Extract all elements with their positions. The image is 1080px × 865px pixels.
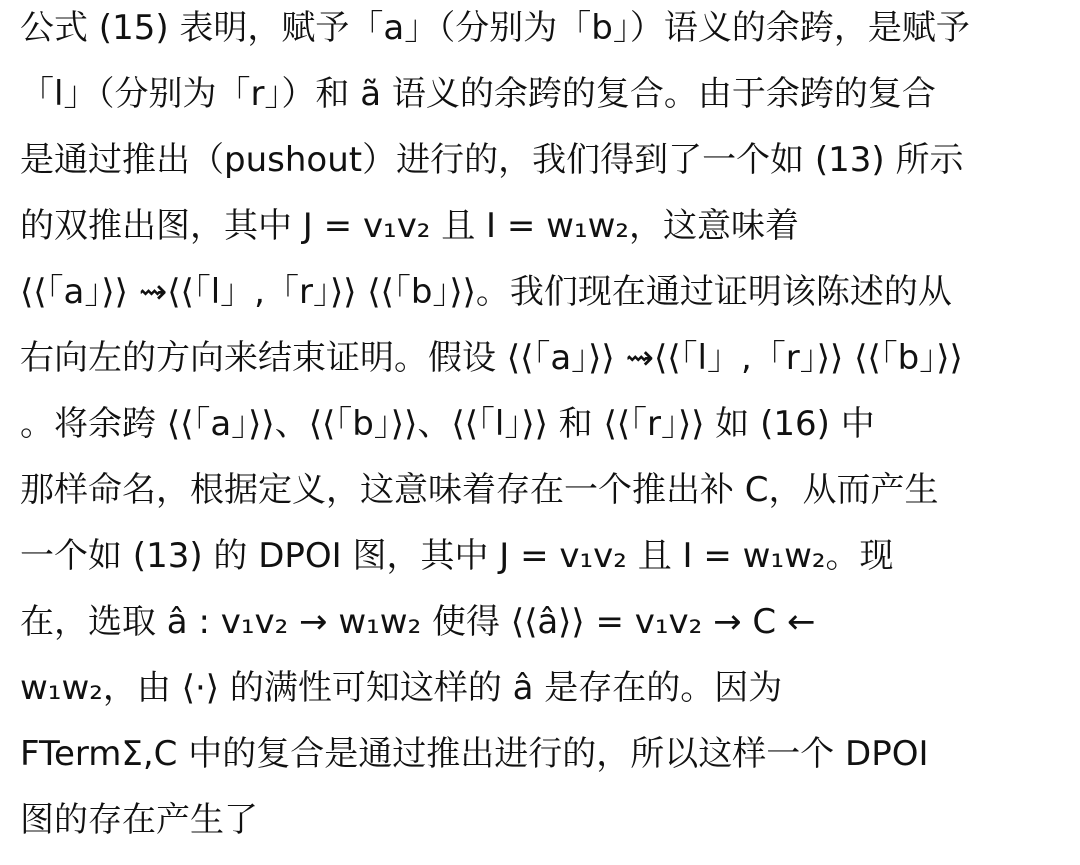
text-line-4: 的双推出图，其中 J = v₁v₂ 且 I = w₁w₂，这意味着: [20, 206, 800, 246]
text-line-10: 在，选取 â : v₁v₂ → w₁w₂ 使得 ⟨⟨â⟩⟩ = v₁v₂ → C ←: [20, 602, 816, 642]
text-line-5: ⟨⟨「a」⟩⟩ ⇝⟨⟨「l」,「r」⟩⟩ ⟨⟨「b」⟩⟩。我们现在通过证明该陈述的从: [20, 272, 952, 312]
text-line-11: w₁w₂，由 ⟨·⟩ 的满性可知这样的 â 是存在的。因为: [20, 668, 783, 708]
text-line-2: 「l」（分别为「r」）和 ã 语义的余跨的复合。由于余跨的复合: [20, 74, 936, 114]
text-line-7: 。将余跨 ⟨⟨「a」⟩⟩、⟨⟨「b」⟩⟩、⟨⟨「l」⟩⟩ 和 ⟨⟨「r」⟩⟩ 如 (16) 中: [20, 404, 875, 444]
text-line-1: 公式 (15) 表明，赋予「a」（分别为「b」）语义的余跨，是赋予: [20, 8, 970, 48]
text-line-13: 图的存在产生了: [20, 800, 258, 840]
text-line-8: 那样命名，根据定义，这意味着存在一个推出补 C，从而产生: [20, 470, 939, 510]
text-line-3: 是通过推出（pushout）进行的，我们得到了一个如 (13) 所示: [20, 140, 964, 180]
text-line-9: 一个如 (13) 的 DPOI 图，其中 J = v₁v₂ 且 I = w₁w₂。现: [20, 536, 894, 576]
text-line-12: FTermΣ,C 中的复合是通过推出进行的，所以这样一个 DPOI: [20, 734, 929, 774]
text-line-6: 右向左的方向来结束证明。假设 ⟨⟨「a」⟩⟩ ⇝⟨⟨「l」,「r」⟩⟩ ⟨⟨「b」⟩⟩: [20, 338, 963, 378]
